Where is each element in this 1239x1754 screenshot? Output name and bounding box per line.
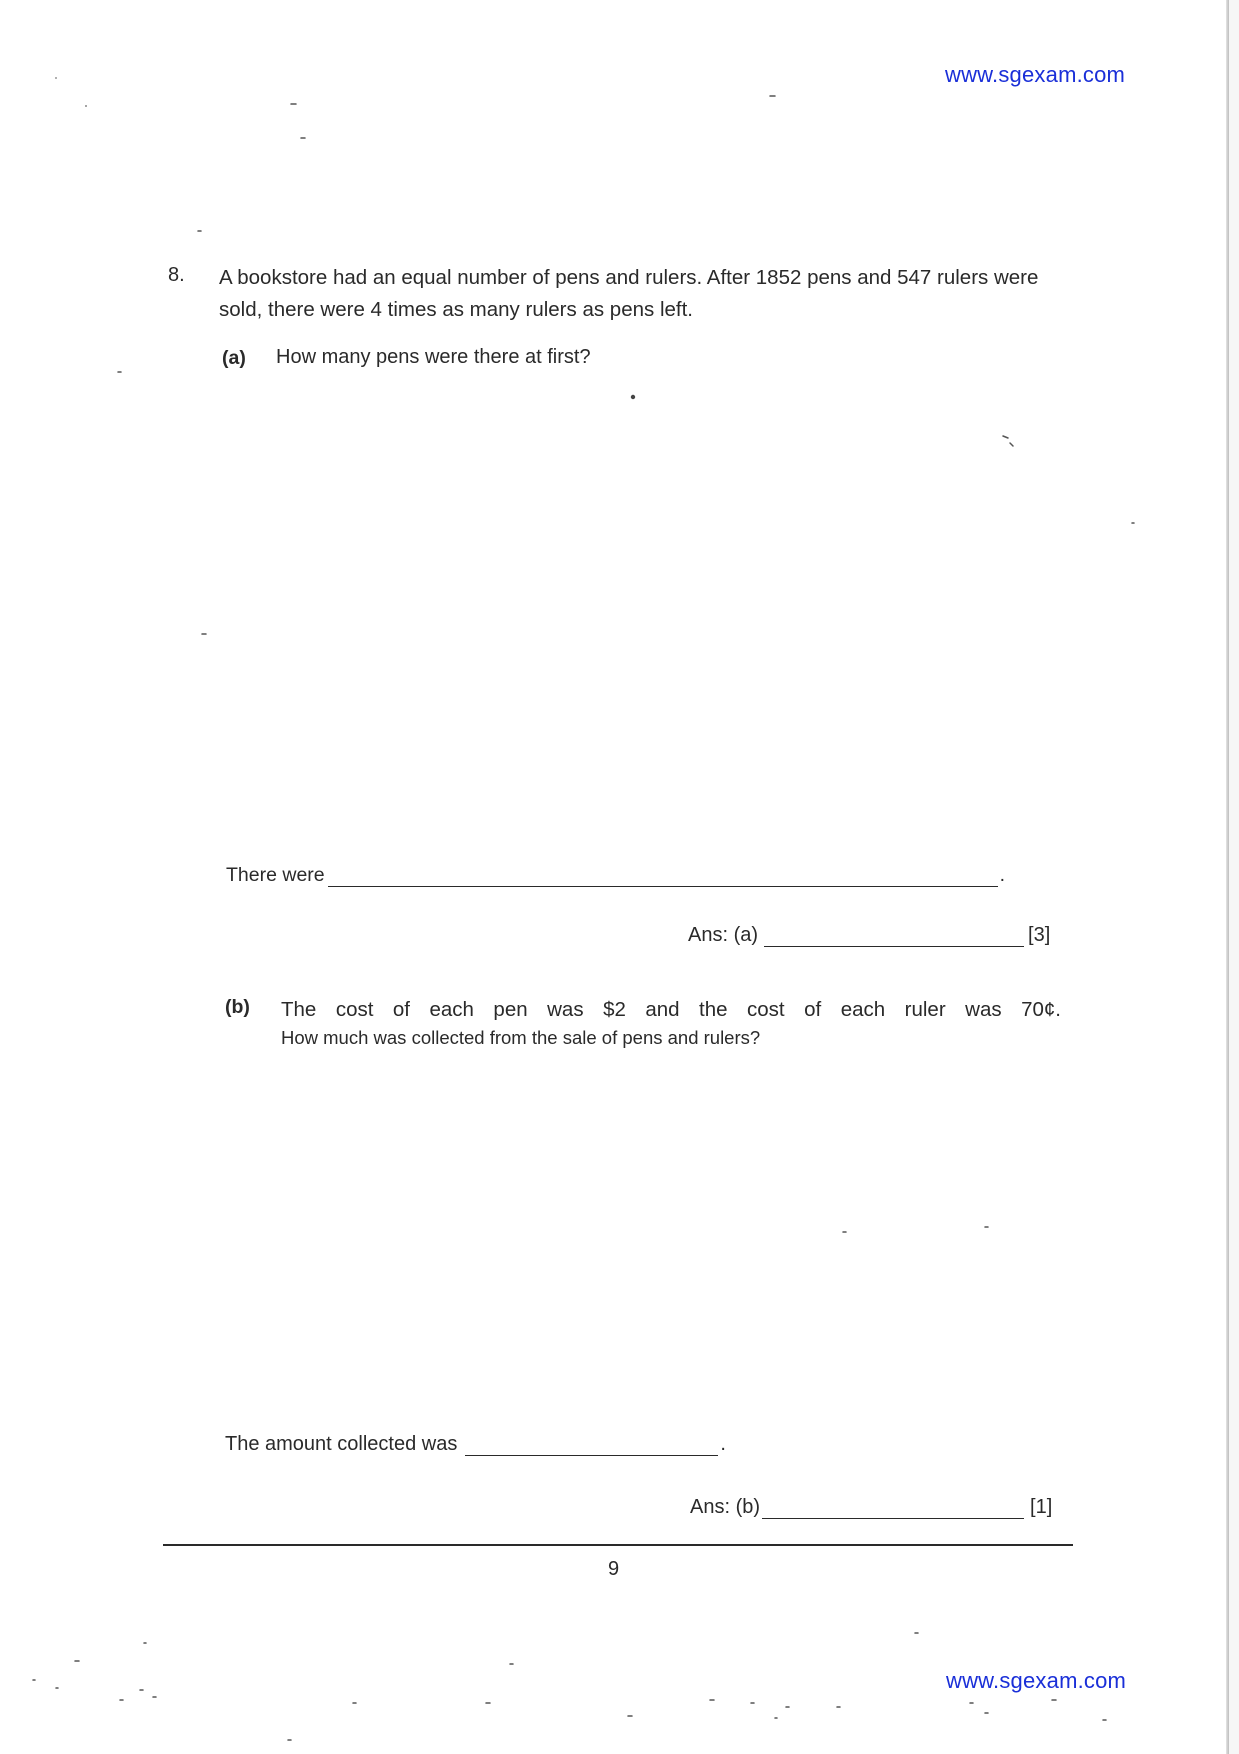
footer-website-link[interactable]: www.sgexam.com (946, 1668, 1127, 1693)
part-a-answer-line (688, 924, 1050, 947)
part-b-statement-blank[interactable] (465, 1437, 718, 1456)
part-a-question: How many pens were there at first? (276, 346, 591, 368)
part-b-answer-label: Ans: (b) (690, 1496, 761, 1518)
question-text: A bookstore had an equal number of pens and rulers. After 1852 pens and 547 rulers were sold, there were 4 times as many rulers as pens left. (219, 266, 1039, 321)
part-b-question-line1: The cost of each pen was $2 and the cost of each ruler was 70¢. (281, 998, 1061, 1021)
part-b-statement-text: The amount collected was (225, 1433, 458, 1455)
part-a-statement-blank[interactable] (328, 868, 998, 887)
question-number: 8. (168, 264, 185, 286)
page-number: 9 (608, 1558, 620, 1580)
part-a-statement-text: There were (226, 864, 325, 886)
part-a-label: (a) (222, 347, 246, 369)
footer-divider (163, 1544, 1073, 1546)
part-a-statement (226, 864, 1005, 887)
part-b-statement-end: . (720, 1433, 726, 1455)
part-b-statement (225, 1433, 726, 1456)
part-b-question (281, 994, 1061, 1054)
part-b-question-line2: How much was collected from the sale of pens and rulers? (281, 1027, 761, 1048)
header-website-link[interactable]: www.sgexam.com (945, 62, 1126, 87)
part-b-answer-blank[interactable] (762, 1500, 1024, 1519)
part-b-label: (b) (225, 996, 250, 1018)
part-b-answer-line (690, 1496, 1052, 1519)
page-edge-shadow (1229, 0, 1239, 1754)
page-edge (1226, 0, 1229, 1754)
part-a-answer-label: Ans: (a) (688, 924, 759, 946)
part-a-answer-blank[interactable] (764, 928, 1024, 947)
part-a-marks: [3] (1028, 924, 1051, 946)
part-a-statement-end: . (999, 864, 1006, 886)
part-b-marks: [1] (1030, 1496, 1053, 1518)
